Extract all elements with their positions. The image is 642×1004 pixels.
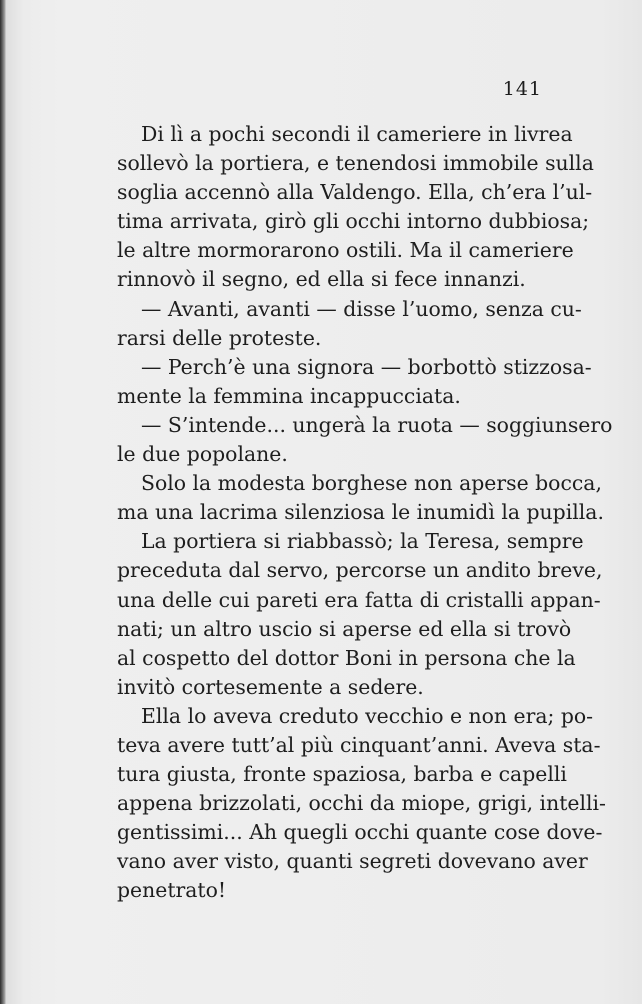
page-binding-edge (0, 0, 6, 1004)
text-line: rinnovò il segno, ed ella si fece innanzi. (117, 267, 526, 292)
text-line: ma una lacrima silenziosa le inumidì la pupilla. (117, 500, 604, 525)
text-line: nati; un altro uscio si aperse ed ella si trovò (117, 616, 572, 641)
text-line: penetrato! (117, 878, 227, 903)
text-line: — Avanti, avanti — disse l’uomo, senza cu- (141, 296, 582, 321)
text-line: Solo la modesta borghese non aperse bocca, (141, 471, 602, 496)
text-line: mente la femmina incappucciata. (117, 383, 461, 408)
text-line: rarsi delle proteste. (117, 325, 322, 350)
text-line: invitò cortesemente a sedere. (117, 674, 424, 699)
text-line: La portiera si riabbassò; la Teresa, sempre (141, 529, 584, 554)
text-line: le altre mormorarono ostili. Ma il cameriere (117, 238, 574, 263)
page-number: 141 (502, 78, 542, 100)
text-line: appena brizzolati, occhi da miope, grigi, intelli- (117, 791, 606, 816)
text-line: — S’intende... ungerà la ruota — soggiunsero (141, 412, 613, 437)
text-line: Di lì a pochi secondi il cameriere in livrea (141, 122, 573, 146)
text-line: preceduta dal servo, percorse un andito breve, (117, 558, 603, 583)
text-line: sollevò la portiera, e tenendosi immobile sulla (117, 151, 594, 176)
text-line: le due popolane. (117, 442, 288, 467)
text-line: vano aver visto, quanti segreti dovevano aver (117, 849, 588, 874)
text-line: gentissimi... Ah quegli occhi quante cose dove- (117, 820, 603, 845)
text-line: teva avere tutt’al più cinquant’anni. Aveva sta- (117, 732, 601, 757)
text-line: tura giusta, fronte spaziosa, barba e capelli (117, 762, 567, 787)
text-line: al cospetto del dottor Boni in persona che la (117, 645, 576, 670)
body-text (117, 120, 613, 906)
text-line: soglia accennò alla Valdengo. Ella, ch’era l’ul- (117, 180, 593, 205)
text-line: — Perch’è una signora — borbottò stizzosa- (141, 354, 592, 379)
text-line: Ella lo aveva creduto vecchio e non era; po- (141, 703, 594, 728)
text-line: tima arrivata, girò gli occhi intorno dubbiosa; (117, 209, 590, 234)
text-line: una delle cui pareti era fatta di cristalli appan- (117, 587, 601, 612)
